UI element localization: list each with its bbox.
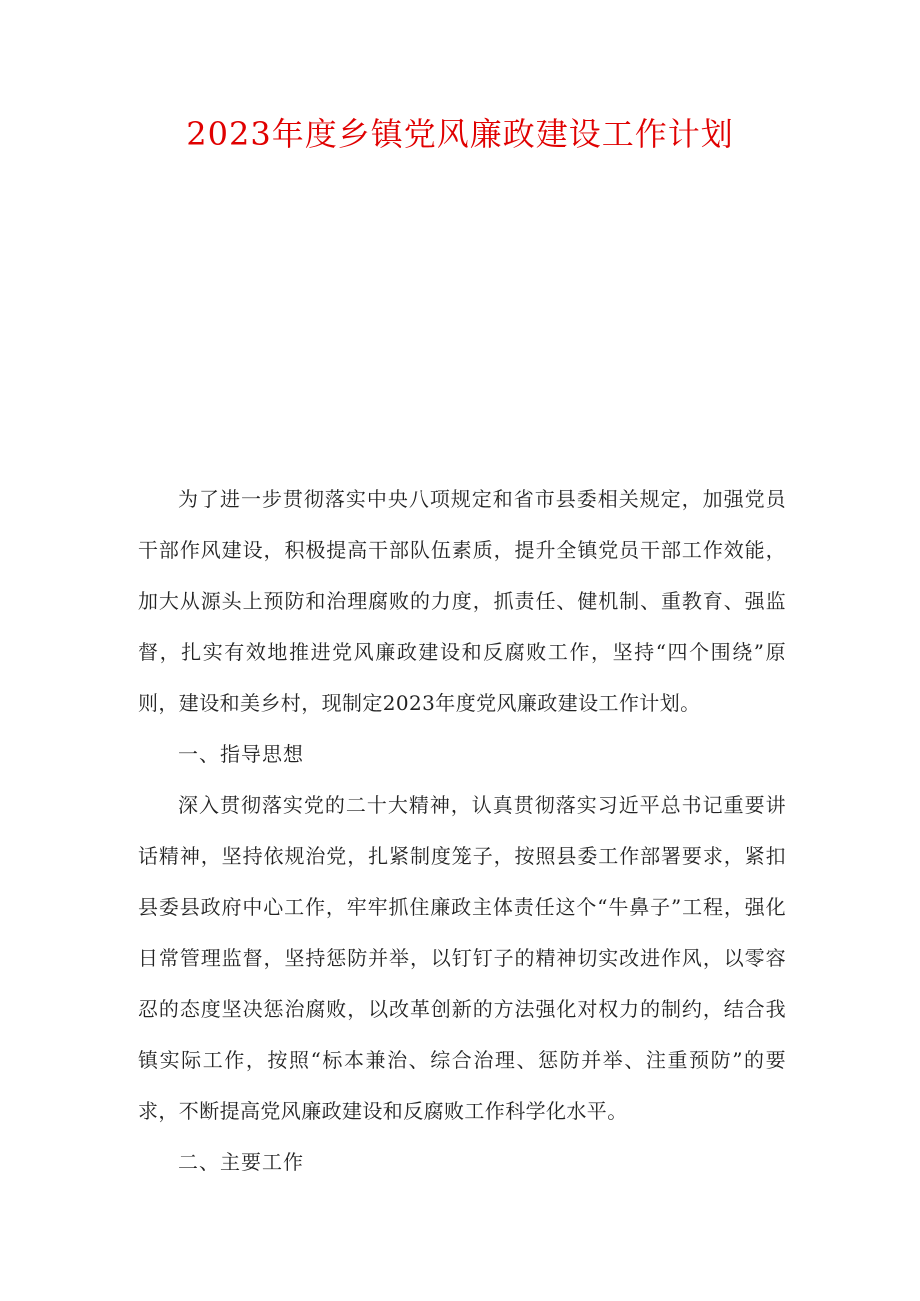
section-heading-guiding-ideology: 一、指导思想 (178, 742, 304, 766)
section-heading-main-work: 二、主要工作 (178, 1150, 304, 1174)
document-body (138, 474, 786, 1188)
intro-paragraph: 为了进一步贯彻落实中央八项规定和省市县委相关规定，加强党员干部作风建设，积极提高干部队伍素质，提升全镇党员干部工作效能，加大从源头上预防和治理腐败的力度，抓责任、健机制、重教育、强监督，扎实有效地推进党风廉政建设和反腐败工作，坚持“四个围绕”原则，建设和美乡村，现制定2023年度党风廉政建设工作计划。 (138, 487, 786, 715)
document-title: 2023年度乡镇党风廉政建设工作计划 (186, 115, 734, 153)
guiding-ideology-paragraph: 深入贯彻落实党的二十大精神，认真贯彻落实习近平总书记重要讲话精神，坚持依规治党，扎紧制度笼子，按照县委工作部署要求，紧扣县委县政府中心工作，牢牢抓住廉政主体责任这个“牛鼻子”工程，强化日常管理监督，坚持惩防并举，以钉钉子的精神切实改进作风，以零容忍的态度坚决惩治腐败，以改革创新的方法强化对权力的制约，结合我镇实际工作，按照“标本兼治、综合治理、惩防并举、注重预防”的要求，不断提高党风廉政建设和反腐败工作科学化水平。 (138, 793, 786, 1123)
